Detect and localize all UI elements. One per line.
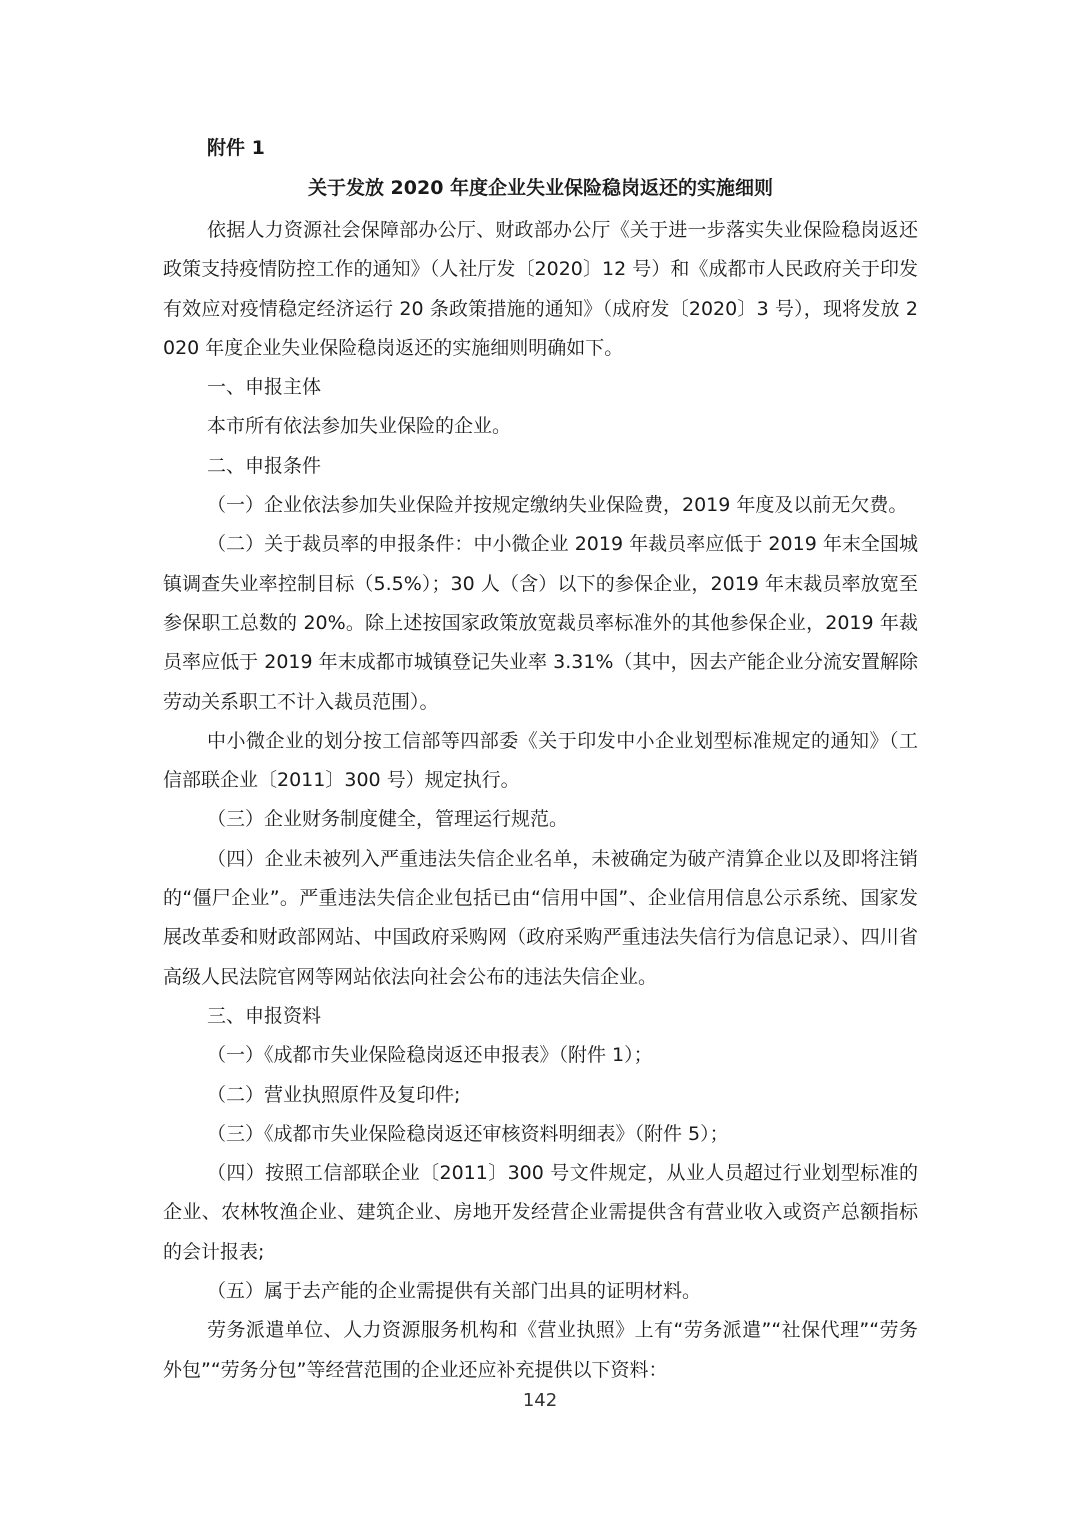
material-item-3: （三）《成都市失业保险稳岗返还审核资料明细表》（附件 5）； [207, 1122, 729, 1145]
condition-item-1: （一）企业依法参加失业保险并按规定缴纳失业保险费，2019 年度及以前无欠费。 [207, 494, 908, 517]
material-item-4: （四）按照工信部联企业〔2011〕300 号文件规定，从业人员超过行业划型标准的企业、农林牧渔企业、建筑企业、房地开发经营企业需提供含有营业收入或资产总额指标的会计报表; [163, 1162, 918, 1263]
section-heading-applicant: 一、申报主体 [207, 376, 322, 399]
condition-item-3: （三）企业财务制度健全，管理运行规范。 [207, 808, 569, 831]
paragraph-applicant: 本市所有依法参加失业保险的企业。 [207, 415, 512, 438]
material-item-2: （二）营业执照原件及复印件; [207, 1083, 461, 1106]
paragraph-labor-dispatch: 劳务派遣单位、人力资源服务机构和《营业执照》上有“劳务派遣”“社保代理”“劳务外包”“劳务分包”等经营范围的企业还应补充提供以下资料： [163, 1319, 918, 1381]
material-item-5: （五）属于去产能的企业需提供有关部门出具的证明材料。 [207, 1280, 702, 1303]
document-title: 关于发放 2020 年度企业失业保险稳岗返还的实施细则 [307, 177, 774, 199]
document-body [163, 132, 918, 1390]
material-item-1: （一）《成都市失业保险稳岗返还申报表》（附件 1）； [207, 1044, 653, 1067]
section-heading-materials: 三、申报资料 [207, 1004, 322, 1027]
condition-item-4: （四）企业未被列入严重违法失信企业名单，未被确定为破产清算企业以及即将注销的“僵尸企业”。严重违法失信企业包括已由“信用中国”、企业信用信息公示系统、国家发展改革委和财政部网站、中国政府采购网（政府采购严重违法失信行为信息记录）、四川省高级人民法院官网等网站依法向社会公布的违法失信企业。 [163, 847, 918, 988]
page-number: 142 [522, 1390, 558, 1411]
condition-item-2: （二）关于裁员率的申报条件：中小微企业 2019 年裁员率应低于 2019 年末全国城镇调查失业率控制目标（5.5%）；30 人（含）以下的参保企业，2019 年末裁员率放宽至参保职工总数的 20%。除上述按国家政策放宽裁员率标准外的其他参保企业，2019 年裁员率应低于 2019 年末成都市城镇登记失业率 3.31%（其中，因去产能企业分流安置解除劳动关系职工不计入裁员范围）。 [163, 533, 918, 713]
attachment-label: 附件 1 [207, 137, 265, 159]
paragraph-sme-classification: 中小微企业的划分按工信部等四部委《关于印发中小企业划型标准规定的通知》（工信部联企业〔2011〕300 号）规定执行。 [163, 729, 918, 792]
paragraph-preamble: 依据人力资源社会保障部办公厅、财政部办公厅《关于进一步落实失业保险稳岗返还政策支持疫情防控工作的通知》（人社厅发〔2020〕12 号）和《成都市人民政府关于印发有效应对疫情稳定经济运行 20 条政策措施的通知》（成府发〔2020〕3 号），现将发放 2020 年度企业失业保险稳岗返还的实施细则明确如下。 [163, 219, 918, 359]
section-heading-conditions: 二、申报条件 [207, 454, 322, 477]
